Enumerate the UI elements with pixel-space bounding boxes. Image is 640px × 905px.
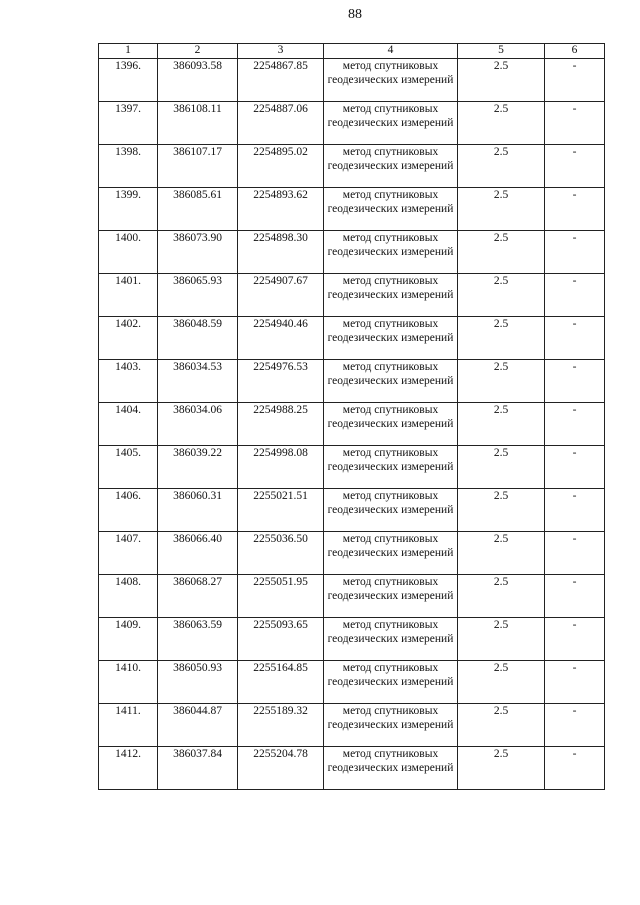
point-number-cell: 1410. — [99, 661, 158, 704]
coordinates-table — [98, 43, 605, 790]
method-cell: метод спутниковых геодезических измерений — [324, 59, 458, 102]
note-cell: - — [545, 747, 605, 790]
x-coordinate-cell: 386085.61 — [158, 188, 238, 231]
y-coordinate-cell: 2255204.78 — [238, 747, 324, 790]
method-cell: метод спутниковых геодезических измерений — [324, 403, 458, 446]
point-number-cell: 1409. — [99, 618, 158, 661]
accuracy-cell: 2.5 — [458, 360, 545, 403]
method-cell: метод спутниковых геодезических измерений — [324, 317, 458, 360]
header-col-6: 6 — [545, 44, 605, 59]
y-coordinate-cell: 2254895.02 — [238, 145, 324, 188]
header-col-5: 5 — [458, 44, 545, 59]
method-cell: метод спутниковых геодезических измерений — [324, 661, 458, 704]
header-col-3: 3 — [238, 44, 324, 59]
table-row — [99, 532, 605, 575]
method-cell: метод спутниковых геодезических измерений — [324, 747, 458, 790]
y-coordinate-cell: 2255036.50 — [238, 532, 324, 575]
note-cell: - — [545, 403, 605, 446]
point-number-cell: 1406. — [99, 489, 158, 532]
table-row — [99, 489, 605, 532]
table-row — [99, 575, 605, 618]
note-cell: - — [545, 360, 605, 403]
y-coordinate-cell: 2255021.51 — [238, 489, 324, 532]
point-number-cell: 1398. — [99, 145, 158, 188]
method-cell: метод спутниковых геодезических измерений — [324, 489, 458, 532]
note-cell: - — [545, 317, 605, 360]
x-coordinate-cell: 386048.59 — [158, 317, 238, 360]
table-row — [99, 360, 605, 403]
x-coordinate-cell: 386063.59 — [158, 618, 238, 661]
table-row — [99, 704, 605, 747]
point-number-cell: 1411. — [99, 704, 158, 747]
note-cell: - — [545, 102, 605, 145]
point-number-cell: 1397. — [99, 102, 158, 145]
accuracy-cell: 2.5 — [458, 661, 545, 704]
note-cell: - — [545, 446, 605, 489]
x-coordinate-cell: 386044.87 — [158, 704, 238, 747]
note-cell: - — [545, 188, 605, 231]
accuracy-cell: 2.5 — [458, 231, 545, 274]
table-row — [99, 661, 605, 704]
note-cell: - — [545, 575, 605, 618]
table-header-row — [99, 44, 605, 59]
accuracy-cell: 2.5 — [458, 274, 545, 317]
accuracy-cell: 2.5 — [458, 618, 545, 661]
accuracy-cell: 2.5 — [458, 446, 545, 489]
x-coordinate-cell: 386066.40 — [158, 532, 238, 575]
y-coordinate-cell: 2255189.32 — [238, 704, 324, 747]
x-coordinate-cell: 386039.22 — [158, 446, 238, 489]
method-cell: метод спутниковых геодезических измерений — [324, 532, 458, 575]
table-row — [99, 403, 605, 446]
method-cell: метод спутниковых геодезических измерений — [324, 575, 458, 618]
y-coordinate-cell: 2254867.85 — [238, 59, 324, 102]
accuracy-cell: 2.5 — [458, 188, 545, 231]
method-cell: метод спутниковых геодезических измерений — [324, 145, 458, 188]
x-coordinate-cell: 386034.06 — [158, 403, 238, 446]
header-col-4: 4 — [324, 44, 458, 59]
y-coordinate-cell: 2255164.85 — [238, 661, 324, 704]
header-col-2: 2 — [158, 44, 238, 59]
point-number-cell: 1399. — [99, 188, 158, 231]
method-cell: метод спутниковых геодезических измерений — [324, 102, 458, 145]
point-number-cell: 1401. — [99, 274, 158, 317]
header-col-1: 1 — [99, 44, 158, 59]
point-number-cell: 1412. — [99, 747, 158, 790]
y-coordinate-cell: 2254887.06 — [238, 102, 324, 145]
x-coordinate-cell: 386068.27 — [158, 575, 238, 618]
x-coordinate-cell: 386034.53 — [158, 360, 238, 403]
table-row — [99, 102, 605, 145]
x-coordinate-cell: 386107.17 — [158, 145, 238, 188]
method-cell: метод спутниковых геодезических измерений — [324, 446, 458, 489]
table-row — [99, 145, 605, 188]
method-cell: метод спутниковых геодезических измерений — [324, 360, 458, 403]
accuracy-cell: 2.5 — [458, 747, 545, 790]
point-number-cell: 1404. — [99, 403, 158, 446]
x-coordinate-cell: 386108.11 — [158, 102, 238, 145]
x-coordinate-cell: 386060.31 — [158, 489, 238, 532]
method-cell: метод спутниковых геодезических измерений — [324, 188, 458, 231]
method-cell: метод спутниковых геодезических измерений — [324, 231, 458, 274]
y-coordinate-cell: 2254940.46 — [238, 317, 324, 360]
note-cell: - — [545, 618, 605, 661]
note-cell: - — [545, 145, 605, 188]
table-row — [99, 188, 605, 231]
note-cell: - — [545, 274, 605, 317]
note-cell: - — [545, 532, 605, 575]
note-cell: - — [545, 231, 605, 274]
table-body — [99, 59, 605, 790]
table-row — [99, 231, 605, 274]
note-cell: - — [545, 661, 605, 704]
point-number-cell: 1402. — [99, 317, 158, 360]
accuracy-cell: 2.5 — [458, 317, 545, 360]
point-number-cell: 1405. — [99, 446, 158, 489]
y-coordinate-cell: 2254893.62 — [238, 188, 324, 231]
method-cell: метод спутниковых геодезических измерений — [324, 274, 458, 317]
accuracy-cell: 2.5 — [458, 489, 545, 532]
y-coordinate-cell: 2255051.95 — [238, 575, 324, 618]
y-coordinate-cell: 2255093.65 — [238, 618, 324, 661]
accuracy-cell: 2.5 — [458, 532, 545, 575]
x-coordinate-cell: 386073.90 — [158, 231, 238, 274]
accuracy-cell: 2.5 — [458, 403, 545, 446]
table-row — [99, 446, 605, 489]
method-cell: метод спутниковых геодезических измерений — [324, 704, 458, 747]
accuracy-cell: 2.5 — [458, 704, 545, 747]
point-number-cell: 1403. — [99, 360, 158, 403]
x-coordinate-cell: 386093.58 — [158, 59, 238, 102]
point-number-cell: 1396. — [99, 59, 158, 102]
accuracy-cell: 2.5 — [458, 575, 545, 618]
y-coordinate-cell: 2254898.30 — [238, 231, 324, 274]
table-row — [99, 747, 605, 790]
x-coordinate-cell: 386050.93 — [158, 661, 238, 704]
table-row — [99, 274, 605, 317]
table-row — [99, 317, 605, 360]
y-coordinate-cell: 2254976.53 — [238, 360, 324, 403]
x-coordinate-cell: 386065.93 — [158, 274, 238, 317]
y-coordinate-cell: 2254907.67 — [238, 274, 324, 317]
x-coordinate-cell: 386037.84 — [158, 747, 238, 790]
point-number-cell: 1400. — [99, 231, 158, 274]
accuracy-cell: 2.5 — [458, 145, 545, 188]
table-row — [99, 59, 605, 102]
y-coordinate-cell: 2254998.08 — [238, 446, 324, 489]
page-number: 88 — [348, 7, 362, 22]
y-coordinate-cell: 2254988.25 — [238, 403, 324, 446]
point-number-cell: 1408. — [99, 575, 158, 618]
accuracy-cell: 2.5 — [458, 102, 545, 145]
method-cell: метод спутниковых геодезических измерений — [324, 618, 458, 661]
note-cell: - — [545, 59, 605, 102]
point-number-cell: 1407. — [99, 532, 158, 575]
note-cell: - — [545, 704, 605, 747]
table-row — [99, 618, 605, 661]
note-cell: - — [545, 489, 605, 532]
accuracy-cell: 2.5 — [458, 59, 545, 102]
